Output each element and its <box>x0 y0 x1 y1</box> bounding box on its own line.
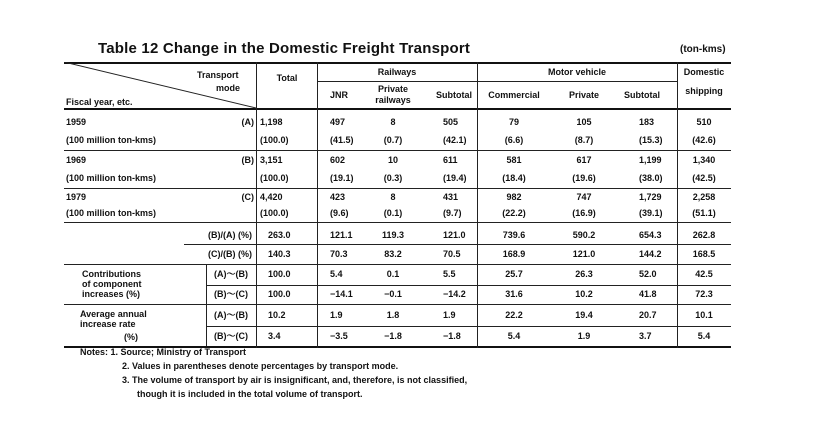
cell-contrib-0-2: 0.1 <box>386 269 400 279</box>
header-private-railways: Private railways <box>375 84 411 105</box>
unit-label: (ton-kms) <box>680 44 726 55</box>
cell-annual-0-2: 1.8 <box>386 310 400 320</box>
cell-ratio-cb-4: 168.9 <box>502 249 526 259</box>
cell-ratio-ba-1: 121.1 <box>330 230 353 240</box>
cell-1969-value-4: 581 <box>506 155 522 165</box>
row-1979-sub: (100 million ton-kms) <box>66 208 157 218</box>
rule-ratio-cb <box>64 264 731 265</box>
cell-ratio-cb-2: 83.2 <box>384 249 402 259</box>
col-rule-total <box>256 62 257 348</box>
cell-ratio-ba-2: 119.3 <box>381 230 405 240</box>
cell-ratio-cb-1: 70.3 <box>330 249 348 259</box>
header-motor-vehicle: Motor vehicle <box>547 67 607 77</box>
note-line-1: Notes: 1. Source; Ministry of Transport <box>80 347 247 357</box>
rule-contrib-bottom <box>64 304 731 305</box>
cell-annual-0-0: 10.2 <box>268 310 286 320</box>
rule-annual-mid <box>206 326 731 327</box>
header-domestic: Domestic <box>683 67 725 77</box>
note-line-4: though it is included in the total volume of transport. <box>137 389 363 399</box>
cell-1979-value-3: 431 <box>443 192 459 202</box>
cell-annual-1-3: −1.8 <box>443 331 461 341</box>
cell-1959-value-7: 510 <box>696 117 712 127</box>
contrib-label-2: of component <box>82 279 142 289</box>
cell-annual-1-4: 5.4 <box>507 331 521 341</box>
cell-annual-1-6: 3.7 <box>639 331 652 341</box>
row-1979-tag: (C) <box>241 192 254 202</box>
header-railways: Railways <box>377 67 417 77</box>
contrib-tag-ab: (A)～(B) <box>214 269 248 279</box>
rule-row-1969 <box>64 188 731 189</box>
cell-1969-pct-4: (18.4) <box>502 173 526 183</box>
note-line-3: 3. The volume of transport by air is insignificant, and, therefore, is not classified, <box>122 375 468 385</box>
cell-1959-pct-3: (42.1) <box>443 135 467 145</box>
cell-contrib-1-7: 72.3 <box>695 289 713 299</box>
cell-1979-value-5: 747 <box>576 192 592 202</box>
cell-1959-pct-4: (6.6) <box>504 135 524 145</box>
cell-1979-pct-0: (100.0) <box>260 208 289 218</box>
row-1959-tag: (A) <box>241 117 254 127</box>
cell-1959-pct-2: (0.7) <box>383 135 403 145</box>
cell-1969-pct-0: (100.0) <box>260 173 289 183</box>
cell-1969-pct-2: (0.3) <box>383 173 403 183</box>
cell-1969-value-6: 1,199 <box>639 155 662 165</box>
cell-1959-value-2: 8 <box>390 117 396 127</box>
table-title: Table 12 Change in the Domestic Freight Transport <box>98 40 471 57</box>
cell-contrib-1-4: 31.6 <box>505 289 523 299</box>
cell-1979-value-6: 1,729 <box>639 192 662 202</box>
cell-contrib-0-0: 100.0 <box>268 269 291 279</box>
cell-annual-1-5: 1.9 <box>577 331 591 341</box>
annual-tag-bc: (B)～(C) <box>214 331 248 341</box>
cell-1969-value-2: 10 <box>387 155 399 165</box>
contrib-tag-bc: (B)～(C) <box>214 289 248 299</box>
cell-1979-value-4: 982 <box>506 192 522 202</box>
cell-1969-value-3: 611 <box>443 155 458 165</box>
row-1969-sub: (100 million ton-kms) <box>66 173 157 183</box>
cell-ratio-cb-0: 140.3 <box>268 249 291 259</box>
note-line-2: 2. Values in parentheses denote percentages by transport mode. <box>122 361 399 371</box>
header-transport: Transport <box>197 70 239 80</box>
row-1969-tag: (B) <box>241 155 254 165</box>
cell-ratio-cb-5: 121.0 <box>572 249 596 259</box>
annual-label-1: Average annual <box>80 309 147 319</box>
cell-contrib-0-7: 42.5 <box>695 269 713 279</box>
cell-1969-value-0: 3,151 <box>260 155 283 165</box>
header-fiscal-year: Fiscal year, etc. <box>66 97 133 107</box>
cell-1969-pct-1: (19.1) <box>330 173 354 183</box>
header-shipping: shipping <box>685 86 723 96</box>
ratio-cb-label: (C)/(B) (%) <box>208 249 252 259</box>
cell-1959-value-6: 183 <box>639 117 655 127</box>
cell-1979-value-1: 423 <box>330 192 346 202</box>
rule-row-1959 <box>64 150 731 151</box>
rule-group-header <box>317 81 677 82</box>
header-commercial: Commercial <box>488 90 540 100</box>
cell-ratio-ba-4: 739.6 <box>502 230 526 240</box>
row-1969-label: 1969 <box>66 155 87 165</box>
cell-1959-value-5: 105 <box>576 117 592 127</box>
cell-1959-pct-0: (100.0) <box>260 135 289 145</box>
cell-1959-pct-6: (15.3) <box>639 135 663 145</box>
contrib-label-1: Contributions <box>82 269 141 279</box>
cell-1979-pct-6: (39.1) <box>639 208 663 218</box>
cell-ratio-ba-3: 121.0 <box>443 230 466 240</box>
cell-annual-0-7: 10.1 <box>695 310 713 320</box>
cell-annual-0-4: 22.2 <box>505 310 523 320</box>
row-1959-sub: (100 million ton-kms) <box>66 135 157 145</box>
cell-ratio-cb-6: 144.2 <box>639 249 662 259</box>
header-motor-subtotal: Subtotal <box>624 90 660 100</box>
rule-ratio-ba <box>184 244 731 245</box>
cell-1979-value-7: 2,258 <box>692 192 716 202</box>
cell-ratio-ba-0: 263.0 <box>268 230 291 240</box>
cell-contrib-1-0: 100.0 <box>268 289 291 299</box>
cell-contrib-1-1: −14.1 <box>330 289 353 299</box>
header-private: Private <box>568 90 600 100</box>
cell-contrib-0-4: 25.7 <box>505 269 523 279</box>
cell-1979-pct-2: (0.1) <box>383 208 403 218</box>
cell-ratio-ba-6: 654.3 <box>639 230 662 240</box>
cell-1979-pct-3: (9.7) <box>443 208 462 218</box>
cell-1979-pct-7: (51.1) <box>692 208 716 218</box>
cell-contrib-0-3: 5.5 <box>443 269 456 279</box>
row-1959-label: 1959 <box>66 117 87 127</box>
cell-1959-value-4: 79 <box>508 117 520 127</box>
cell-1969-pct-7: (42.5) <box>692 173 716 183</box>
cell-1969-pct-6: (38.0) <box>639 173 663 183</box>
cell-annual-0-3: 1.9 <box>443 310 456 320</box>
cell-1959-pct-1: (41.5) <box>330 135 354 145</box>
cell-1979-pct-5: (16.9) <box>572 208 596 218</box>
rule-row-1979 <box>64 222 731 223</box>
cell-ratio-cb-3: 70.5 <box>443 249 461 259</box>
cell-1959-value-3: 505 <box>443 117 459 127</box>
annual-label-2: increase rate <box>80 319 136 329</box>
annual-label-3: (%) <box>124 332 138 342</box>
cell-1959-pct-7: (42.6) <box>692 135 716 145</box>
cell-1979-pct-4: (22.2) <box>502 208 526 218</box>
cell-1959-value-0: 1,198 <box>260 117 283 127</box>
cell-contrib-1-2: −0.1 <box>384 289 402 299</box>
cell-annual-1-0: 3.4 <box>268 331 281 341</box>
cell-1969-value-5: 617 <box>576 155 592 165</box>
row-1979-label: 1979 <box>66 192 87 202</box>
cell-annual-1-1: −3.5 <box>330 331 348 341</box>
cell-ratio-cb-7: 168.5 <box>692 249 716 259</box>
header-total: Total <box>276 73 298 83</box>
cell-1979-value-0: 4,420 <box>260 192 283 202</box>
col-rule-motor <box>477 62 478 348</box>
cell-contrib-0-6: 52.0 <box>639 269 657 279</box>
col-rule-railways <box>317 62 318 348</box>
cell-annual-1-7: 5.4 <box>697 331 711 341</box>
header-jnr: JNR <box>329 90 349 100</box>
cell-1959-pct-5: (8.7) <box>574 135 594 145</box>
cell-contrib-0-5: 26.3 <box>575 269 593 279</box>
cell-annual-0-5: 19.4 <box>575 310 593 320</box>
cell-1969-value-1: 602 <box>330 155 346 165</box>
cell-contrib-1-3: −14.2 <box>443 289 466 299</box>
cell-ratio-ba-5: 590.2 <box>572 230 596 240</box>
cell-1969-pct-3: (19.4) <box>443 173 467 183</box>
contrib-label-3: increases (%) <box>82 289 141 299</box>
col-rule-shipping <box>677 62 678 348</box>
cell-contrib-1-5: 10.2 <box>575 289 593 299</box>
cell-annual-0-6: 20.7 <box>639 310 657 320</box>
cell-1969-pct-5: (19.6) <box>572 173 596 183</box>
rule-contrib-mid <box>206 285 731 286</box>
cell-contrib-0-1: 5.4 <box>330 269 343 279</box>
cell-1959-value-1: 497 <box>330 117 346 127</box>
freight-table <box>64 62 731 348</box>
header-rail-subtotal: Subtotal <box>436 90 472 100</box>
header-mode: mode <box>216 83 241 93</box>
annual-tag-ab: (A)～(B) <box>214 310 248 320</box>
cell-contrib-1-6: 41.8 <box>639 289 657 299</box>
ratio-ba-label: (B)/(A) (%) <box>208 230 252 240</box>
cell-ratio-ba-7: 262.8 <box>692 230 716 240</box>
cell-1969-value-7: 1,340 <box>692 155 716 165</box>
cell-1979-value-2: 8 <box>390 192 396 202</box>
cell-annual-0-1: 1.9 <box>330 310 343 320</box>
cell-1979-pct-1: (9.6) <box>330 208 349 218</box>
cell-annual-1-2: −1.8 <box>384 331 402 341</box>
col-rule-tag <box>206 264 207 346</box>
